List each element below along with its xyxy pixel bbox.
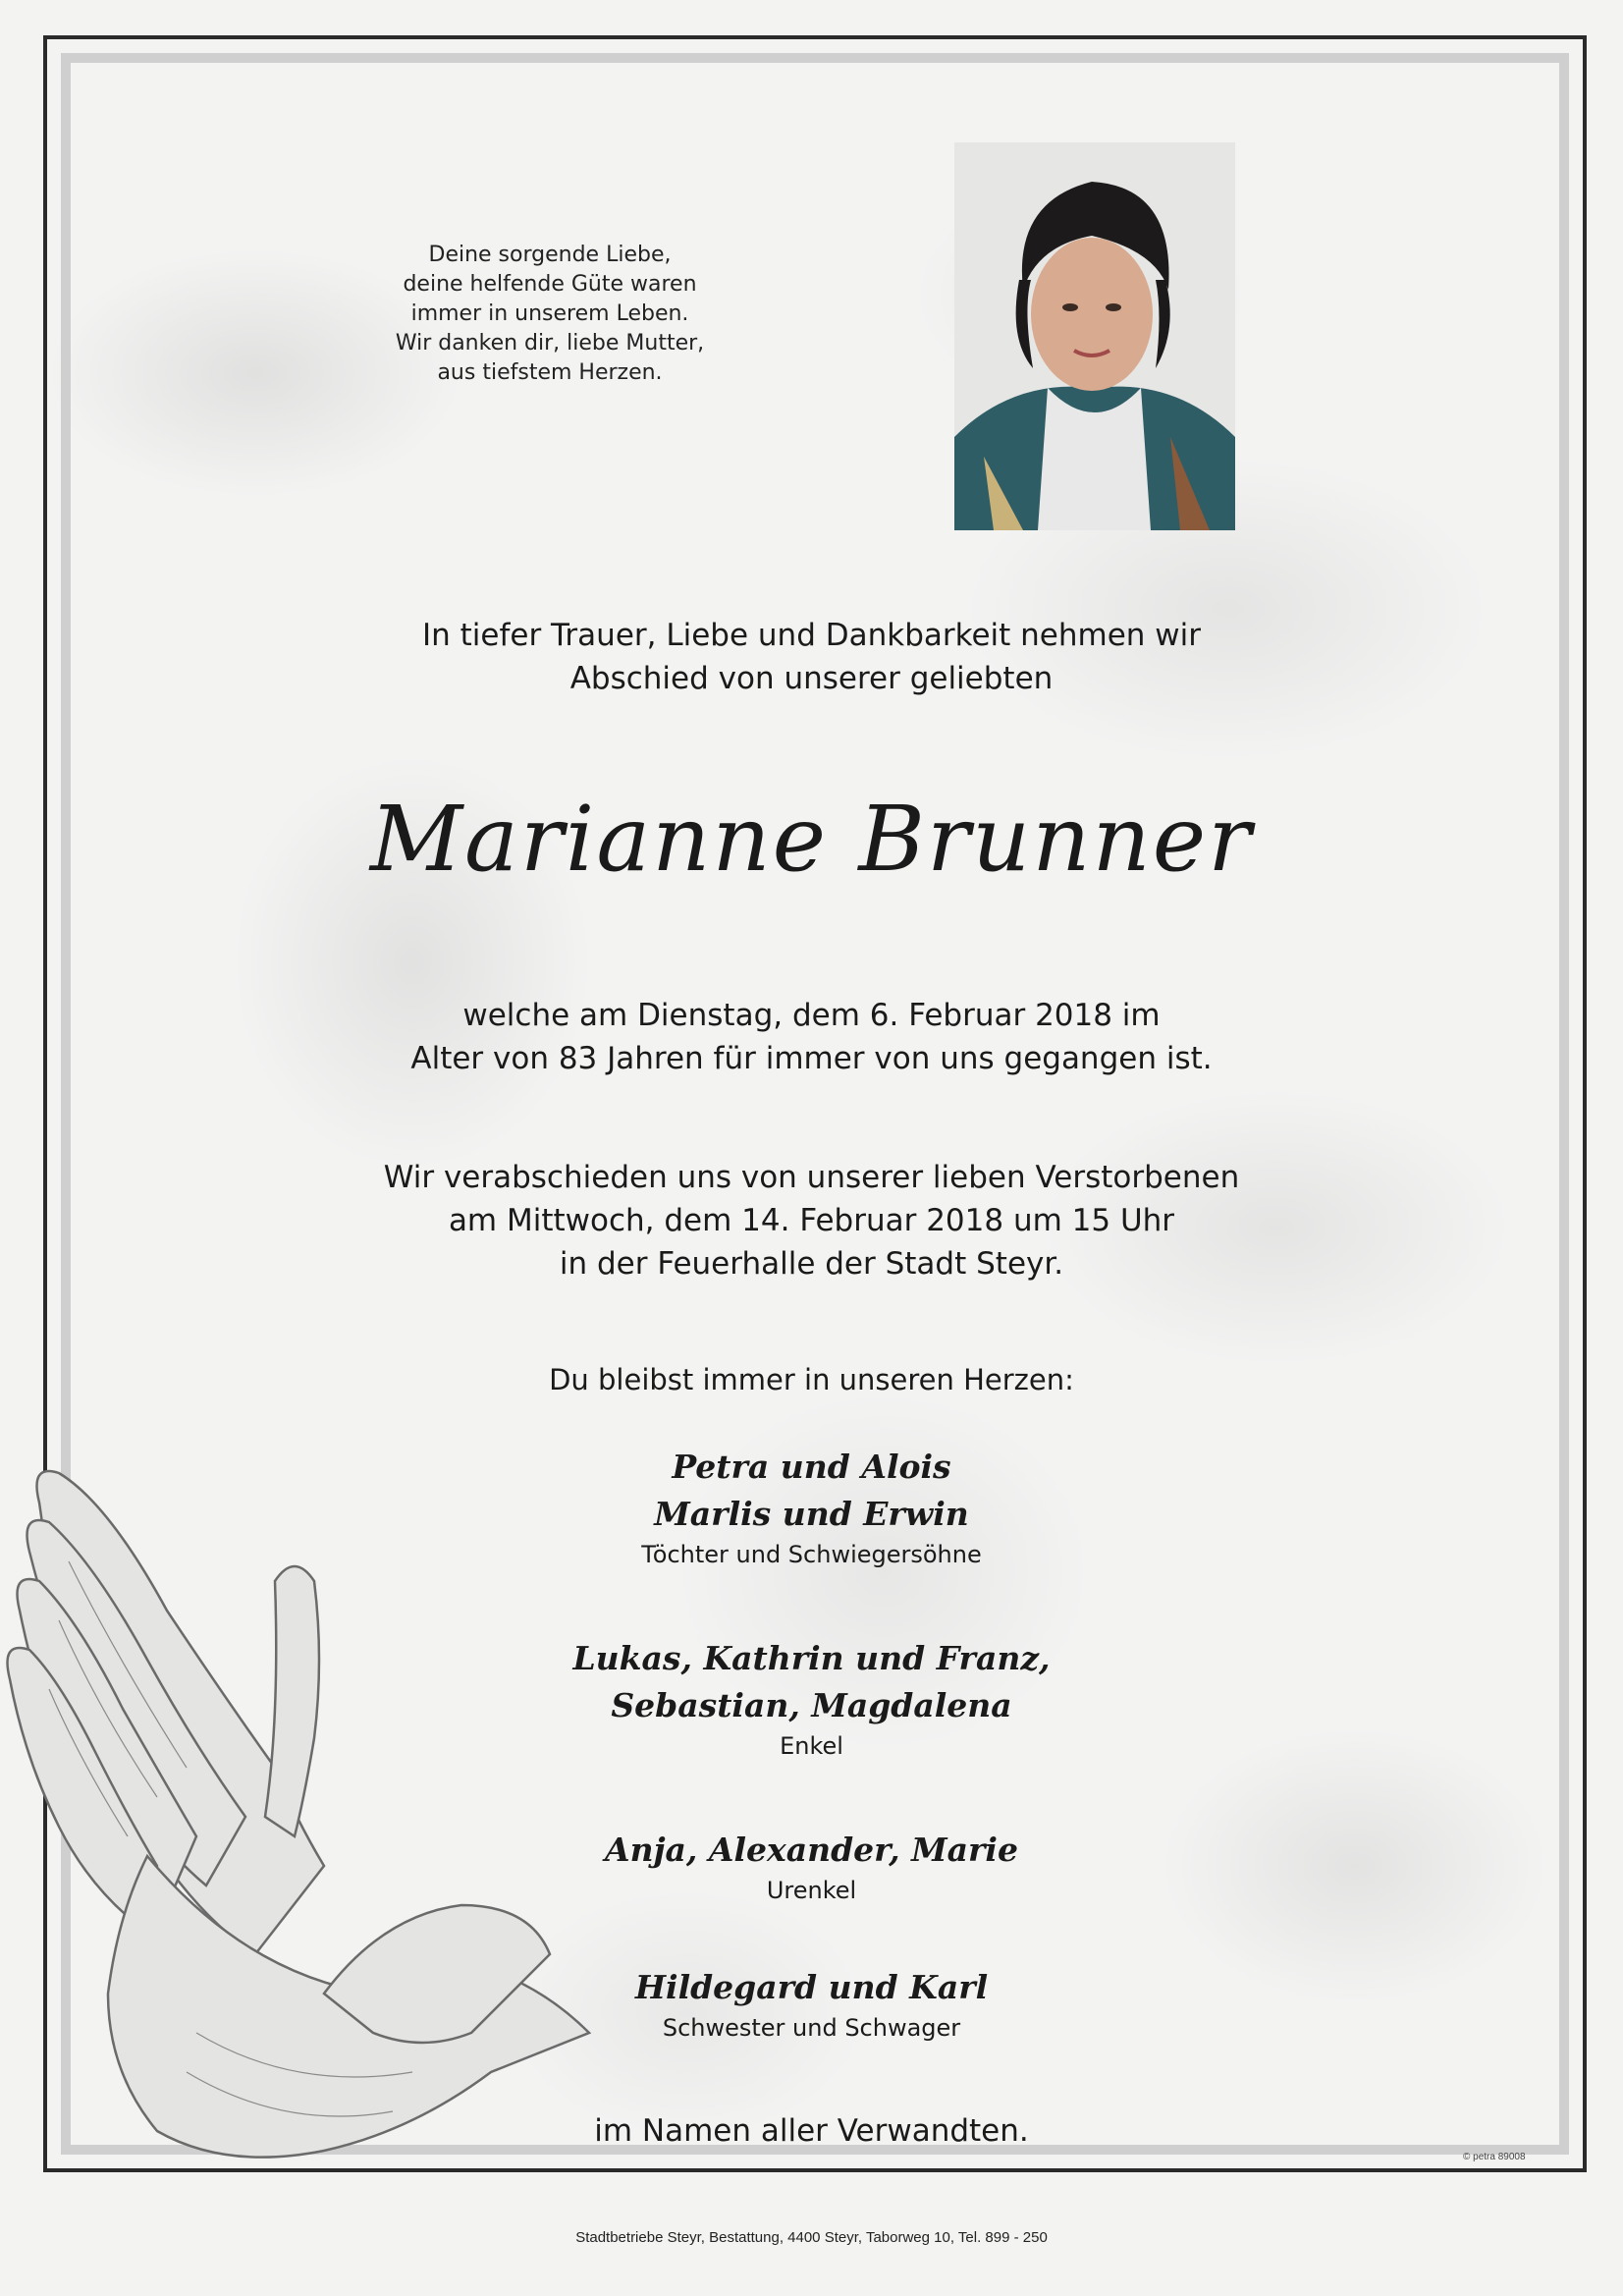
mourner-names: Anja, Alexander, Marie <box>605 1831 1018 1869</box>
mourner-relation: Töchter und Schwiegersöhne <box>641 1541 982 1568</box>
farewell-line: in der Feuerhalle der Stadt Steyr. <box>559 1246 1064 1282</box>
farewell-notice <box>0 1156 1623 1285</box>
mourners-heading: Du bleibst immer in unseren Herzen: <box>549 1363 1074 1396</box>
funeral-service-footer: Stadtbetriebe Steyr, Bestattung, 4400 Steyr, Taborweg 10, Tel. 899 - 250 <box>575 2229 1048 2246</box>
death-line: welche am Dienstag, dem 6. Februar 2018 im <box>462 998 1161 1033</box>
farewell-line: Wir verabschieden uns von unserer lieben Verstorbenen <box>383 1160 1240 1195</box>
mourner-names: Sebastian, Magdalena <box>611 1686 1012 1724</box>
farewell-line: am Mittwoch, dem 14. Februar 2018 um 15 Uhr <box>448 1203 1175 1238</box>
motto-line: deine helfende Güte waren <box>403 272 697 297</box>
mourner-names: Marlis und Erwin <box>654 1495 969 1533</box>
mourner-relation: Urenkel <box>766 1877 857 1904</box>
praying-hands-icon <box>0 1444 628 2210</box>
intro-line: Abschied von unserer geliebten <box>569 661 1054 696</box>
mourner-names: Hildegard und Karl <box>634 1968 989 2006</box>
death-notice <box>0 994 1623 1080</box>
mourner-names: Lukas, Kathrin und Franz, <box>572 1639 1051 1677</box>
motto-line: Deine sorgende Liebe, <box>428 243 672 267</box>
portrait-illustration <box>954 142 1235 530</box>
mourner-names: Petra und Alois <box>672 1448 951 1486</box>
mourner-relation: Enkel <box>780 1732 843 1760</box>
intro-line: In tiefer Trauer, Liebe und Dankbarkeit nehmen wir <box>421 618 1202 653</box>
motto-line: immer in unserem Leben. <box>410 301 689 326</box>
death-line: Alter von 83 Jahren für immer von uns gegangen ist. <box>410 1041 1213 1076</box>
motto-line: Wir danken dir, liebe Mutter, <box>395 331 705 355</box>
portrait-photo <box>954 142 1235 530</box>
closing-line: im Namen aller Verwandten. <box>594 2113 1029 2149</box>
intro-text <box>0 614 1623 700</box>
mourner-relation: Schwester und Schwager <box>662 2014 961 2042</box>
motto-line: aus tiefstem Herzen. <box>437 360 663 385</box>
motto-verse <box>373 241 727 388</box>
deceased-name: Marianne Brunner <box>369 787 1254 892</box>
copyright-mark: © petra 89008 <box>1463 2152 1526 2162</box>
